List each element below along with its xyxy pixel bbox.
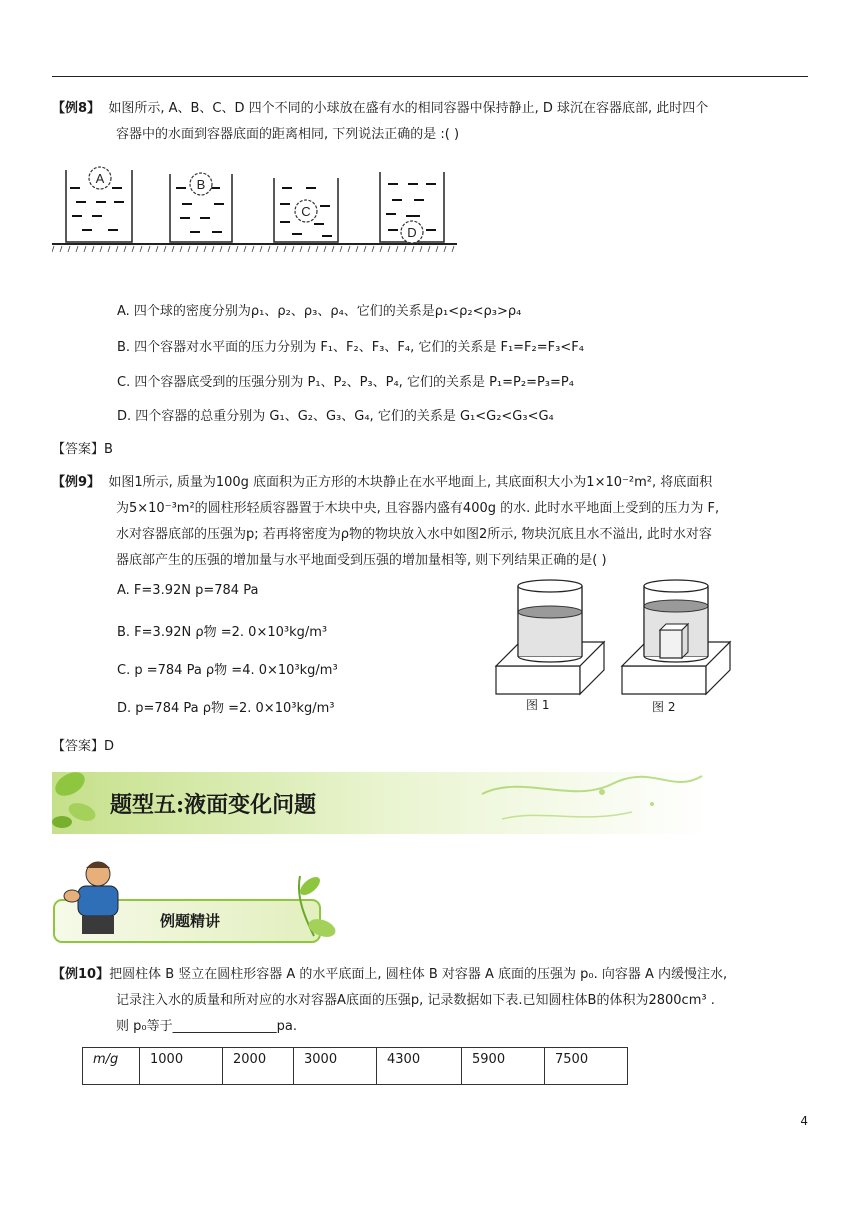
section-title: 题型五:液面变化问题 [110,792,317,818]
figure1-caption: 图 1 [526,698,550,712]
submerged-block [660,630,682,658]
example9-option-d: D. p=784 Pa ρ物 =2. 0×10³kg/m³ [117,701,335,716]
header-rule [52,76,808,77]
table-header-cell: m/g [83,1048,140,1085]
table-cell: 7500 [545,1048,628,1085]
subsection-title: 例题精讲 [160,912,221,930]
example8-question: 【例8】 如图所示, A、B、C、D 四个不同的小球放在盛有水的相同容器中保持静止, D 球沉在容器底部, 此时四个 容器中的水面到容器底面的距离相同, 下列说法正确的是 :( ) [52,101,709,142]
section-banner [52,764,712,840]
example9-tag: 【例9】 [52,475,101,490]
example9-question: 【例9】 如图1所示, 质量为100g 底面积为正方形的木块静止在水平地面上, 其底面积大小为1×10⁻²m², 将底面积 为5×10⁻³m²的圆柱形轻质容器置于木块中央, 且容器内盛有400g 的水. 此时水平地面上受到的压力为 F, 水对容器底部的压强为p; 若再将密度为ρ物的物块放入水中如图2所示, 物块沉底且水不溢出, 此时水对容 器底部产生的压强的增加量与水平地面受到压强的增加量相等, 则下列结果正确的是( ) [52,475,720,568]
example9-option-c: C. p =784 Pa ρ物 =4. 0×10³kg/m³ [117,663,338,678]
example10-table [82,1047,628,1085]
example8-option-d: D. 四个容器的总重分别为 G₁、G₂、G₃、G₄, 它们的关系是 G₁<G₂<G₃<G₄ [117,409,554,424]
table-cell: 5900 [462,1048,545,1085]
example8-option-b: B. 四个容器对水平面的压力分别为 F₁、F₂、F₃、F₄, 它们的关系是 F₁=F₂=F₃<F₄ [117,340,584,355]
ball-c-label: C [301,204,311,219]
page-number: 4 [800,1114,808,1128]
table-cell: 1000 [140,1048,223,1085]
example8-answer: 【答案】B [52,442,113,457]
example10-question: 【例10】把圆柱体 B 竖立在圆柱形容器 A 的水平底面上, 圆柱体 B 对容器 A 底面的压强为 p₀. 向容器 A 内缓慢注水, 记录注入水的质量和所对应的水对容器A底面的压强p, 记录数据如下表.已知圆柱体B的体积为2800cm³ . 则 p₀等于________________pa. [52,967,728,1034]
table-cell: 2000 [223,1048,294,1085]
table-row [83,1048,628,1085]
table-cell: 3000 [294,1048,377,1085]
example9-figures [492,574,732,696]
example9-option-b: B. F=3.92N ρ物 =2. 0×10³kg/m³ [117,625,328,640]
example8-figure [52,160,462,260]
example9-option-a: A. F=3.92N p=784 Pa [117,583,259,598]
example10-tag: 【例10】 [52,967,110,982]
ball-a-label: A [95,171,105,186]
subsection-banner [52,856,342,948]
ball-d-label: D [407,225,417,240]
example8-option-c: C. 四个容器底受到的压强分别为 P₁、P₂、P₃、P₄, 它们的关系是 P₁=P₂=P₃=P₄ [117,375,574,390]
example8-tag: 【例8】 [52,101,101,116]
figure2-caption: 图 2 [652,700,676,714]
example9-answer: 【答案】D [52,739,115,754]
table-cell: 4300 [377,1048,462,1085]
ball-b-label: B [196,177,206,192]
example8-option-a: A. 四个球的密度分别为ρ₁、ρ₂、ρ₃、ρ₄、它们的关系是ρ₁<ρ₂<ρ₃>ρ₄ [117,304,522,319]
